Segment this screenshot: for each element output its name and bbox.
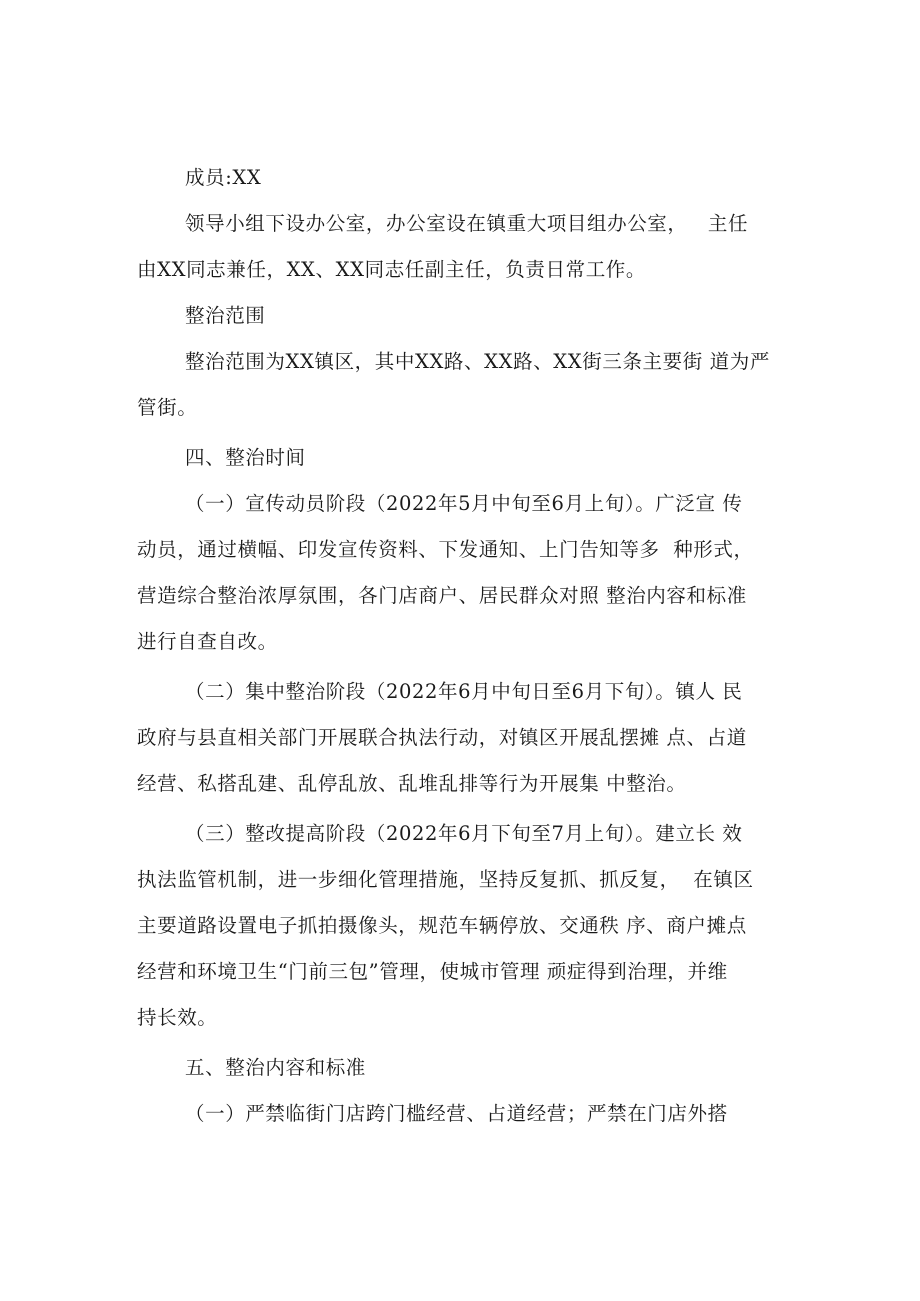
phase-3-line-5: 持长效。 (137, 1006, 218, 1029)
phase-3-line-4: 经营和环境卫生“门前三包”管理，使城市管理 顽症得到治理，并维 (137, 960, 728, 983)
phase-3-line-2: 执法监管机制，进一步细化管理措施，坚持反复抓、抓反复， 在镇区 (137, 868, 754, 891)
phase-2-line-2: 政府与县直相关部门开展联合执法行动，对镇区开展乱摆摊 点、占道 (137, 726, 747, 749)
phase-1-line-3: 营造综合整治浓厚氛围，各门店商户、居民群众对照 整治内容和标准 (137, 584, 747, 607)
section-4-heading: 四、整治时间 (185, 446, 306, 469)
phase-1-line-2: 动员，通过横幅、印发宣传资料、下发通知、上门告知等多 种形式， (137, 538, 754, 561)
phase-1-line-4: 进行自查自改。 (137, 630, 278, 653)
scope-paragraph-line-1: 整治范围为XX镇区，其中XX路、XX路、XX街三条主要街 道为严 (185, 350, 770, 373)
phase-1-line-1: （一）宣传动员阶段（2022年5月中旬至6月上旬）。广泛宣 传 (185, 492, 743, 515)
phase-3-line-1: （三）整改提高阶段（2022年6月下旬至7月上旬）。建立长 效 (185, 822, 743, 845)
scope-heading: 整治范围 (185, 304, 266, 327)
phase-2-line-3: 经营、私搭乱建、乱停乱放、乱堆乱排等行为开展集 中整治。 (137, 772, 687, 795)
office-paragraph-line-2: 由XX同志兼任，XX、XX同志任副主任，负责日常工作。 (137, 258, 646, 281)
phase-3-line-3: 主要道路设置电子抓拍摄像头，规范车辆停放、交通秩 序、商户摊点 (137, 914, 747, 937)
member-line: 成员:XX (185, 166, 262, 189)
phase-2-line-1: （二）集中整治阶段（2022年6月中旬日至6月下旬）。镇人 民 (185, 680, 743, 703)
office-paragraph-line-1: 领导小组下设办公室，办公室设在镇重大项目组办公室， 主任 (185, 212, 749, 235)
scope-paragraph-line-2: 管街。 (137, 396, 198, 419)
standard-1-line-1: （一）严禁临街门店跨门槛经营、占道经营；严禁在门店外搭 (185, 1102, 728, 1125)
section-5-heading: 五、整治内容和标准 (185, 1056, 366, 1079)
